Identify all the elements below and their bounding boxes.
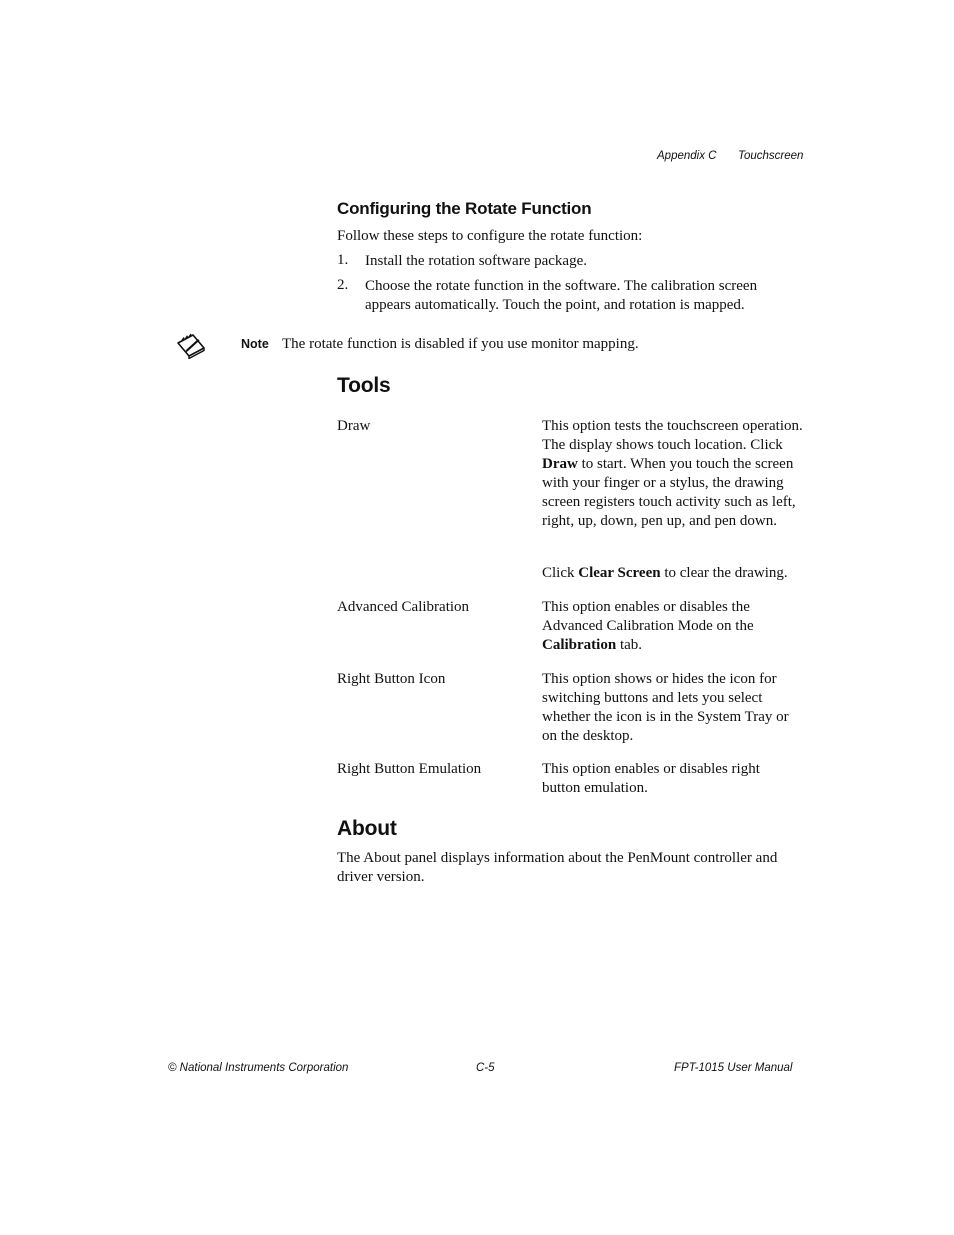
tool-term-advanced-calibration: Advanced Calibration	[337, 599, 470, 615]
about-text: The About panel displays information about the PenMount controller and driver version.	[337, 850, 778, 885]
about-heading: About	[337, 817, 397, 840]
step-number: 2.	[337, 277, 349, 293]
rotate-heading: Configuring the Rotate Function	[337, 199, 592, 218]
step-text: Choose the rotate function in the software. The calibration screen appears automatically. Touch the point, and rotation is mapped.	[365, 278, 758, 313]
rotate-intro: Follow these steps to configure the rotate function:	[337, 228, 643, 244]
header-appendix: Appendix C	[657, 150, 717, 162]
note-text: The rotate function is disabled if you use monitor mapping.	[282, 336, 639, 352]
footer-copyright: © National Instruments Corporation	[168, 1062, 349, 1074]
step-number: 1.	[337, 252, 349, 268]
tool-desc-right-button-emulation: This option enables or disables right button emulation.	[542, 761, 760, 796]
tool-term-right-button-emulation: Right Button Emulation	[337, 761, 482, 777]
footer-manual-title: FPT-1015 User Manual	[674, 1062, 793, 1074]
tool-desc-right-button-icon: This option shows or hides the icon for switching buttons and lets you select whether the icon is in the System Tray or on the desktop.	[542, 671, 789, 744]
note-label: Note	[241, 337, 269, 351]
header-section: Touchscreen	[738, 150, 804, 162]
tool-term-right-button-icon: Right Button Icon	[337, 671, 446, 687]
note-pad-icon	[176, 331, 206, 359]
footer-page-number: C-5	[476, 1062, 495, 1074]
tool-term-draw: Draw	[337, 418, 371, 434]
tool-desc-draw: This option tests the touchscreen operation. The display shows touch location. Click Draw to start. When you touch the screen with your finger or a stylus, the drawing screen registers touch activity such as left, right, up, down, pen up, and pen down.	[542, 418, 803, 529]
tool-desc-draw-clear: Click Clear Screen to clear the drawing.	[542, 565, 788, 581]
step-text: Install the rotation software package.	[365, 253, 587, 269]
tool-desc-advanced-calibration: This option enables or disables the Advanced Calibration Mode on the Calibration tab.	[542, 599, 754, 653]
tools-heading: Tools	[337, 374, 391, 397]
